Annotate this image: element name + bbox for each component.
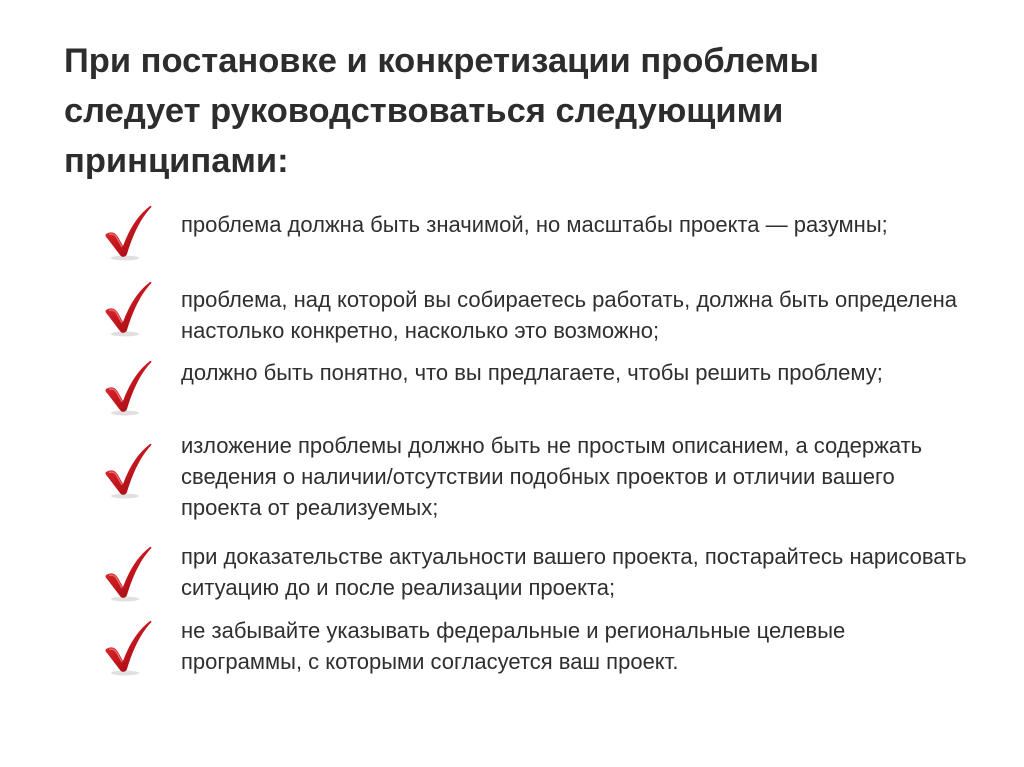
red-checkmark-icon: [103, 545, 153, 603]
red-checkmark-icon: [103, 280, 153, 338]
item-text: не забывайте указывать федеральные и региональные целевые программы, с которыми согласуется ваш проект.: [181, 618, 846, 674]
item-text: должно быть понятно, что вы предлагаете, чтобы решить проблему;: [181, 360, 883, 385]
slide-title: При постановке и конкретизации проблемы следует руководствоваться следующими принципами:: [64, 42, 819, 180]
item-text: при доказательстве актуальности вашего проекта, постарайтесь нарисовать ситуацию до и после реализации проекта;: [181, 544, 967, 600]
red-checkmark-icon: [103, 619, 153, 677]
item-text: проблема должна быть значимой, но масштабы проекта — разумны;: [181, 212, 888, 237]
red-checkmark-icon: [103, 442, 153, 500]
item-text: изложение проблемы должно быть не простым описанием, а содержать сведения о наличии/отсутствии подобных проектов и отличии вашего проекта от реализуемых;: [181, 433, 923, 520]
red-checkmark-icon: [103, 359, 153, 417]
item-text: проблема, над которой вы собираетесь работать, должна быть определена настолько конкретно, насколько это возможно;: [181, 287, 957, 343]
red-checkmark-icon: [103, 204, 153, 262]
